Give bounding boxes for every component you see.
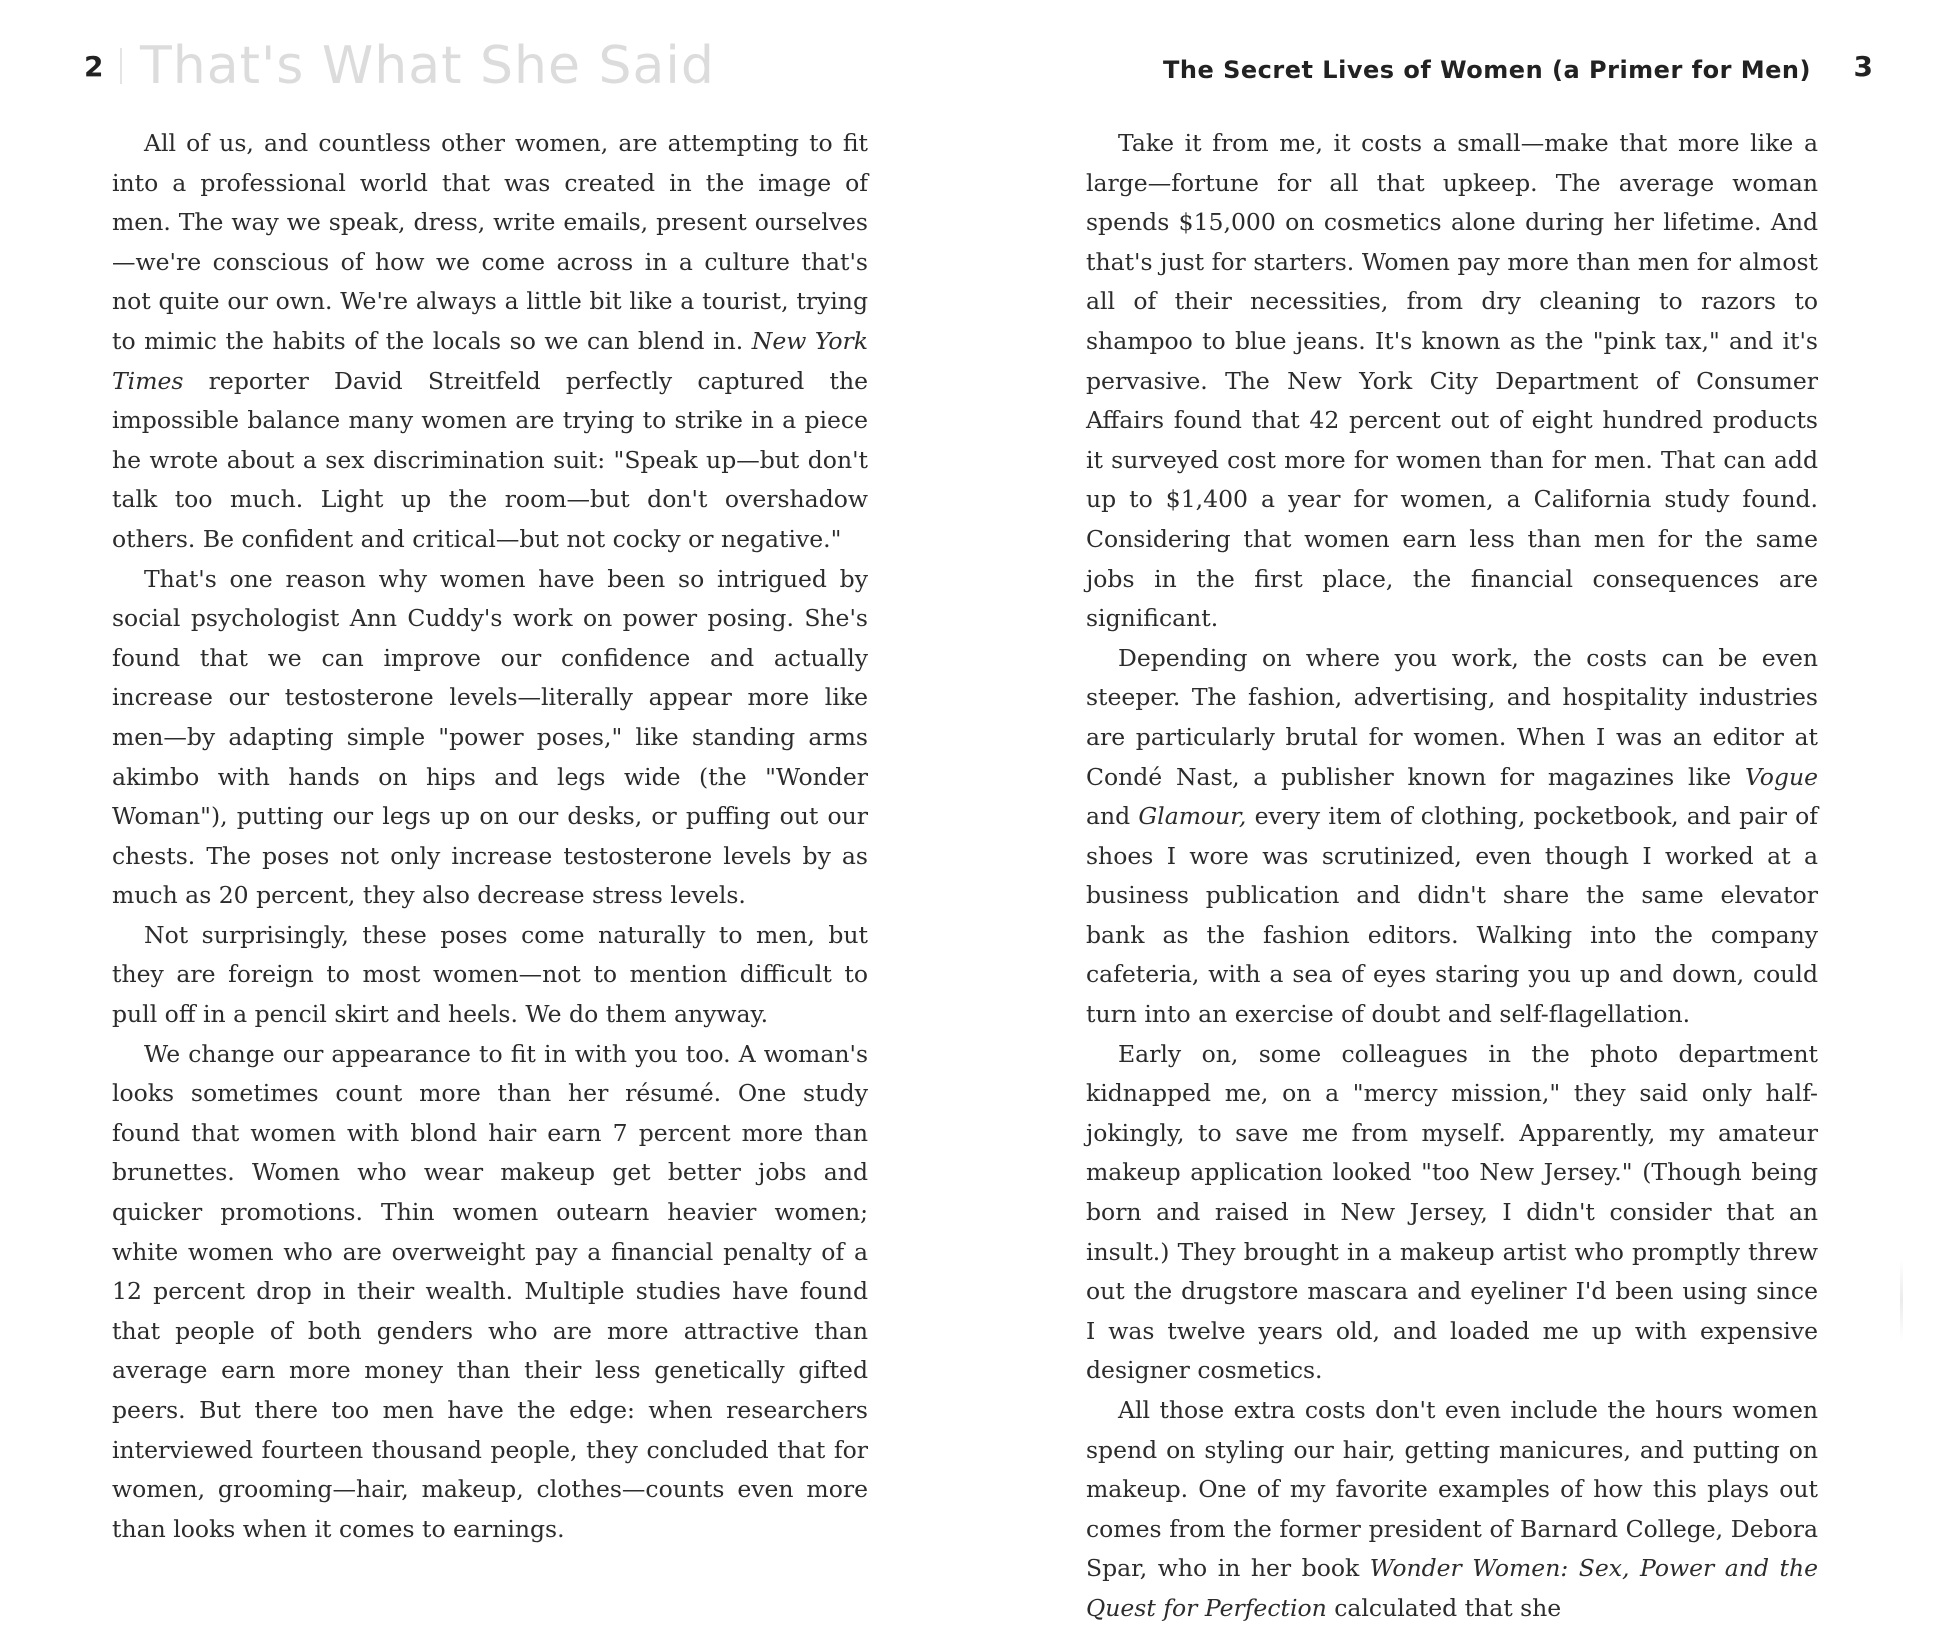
paragraph: Not surprisingly, these poses come naturally to men, but they are foreign to most women—not to mention difficult to pull off in a pencil skirt and heels. We do them anyway. [112, 920, 868, 1029]
italic-publication: New York Times [112, 326, 868, 395]
page-edge-shadow [1900, 1260, 1903, 1340]
left-page [0, 0, 966, 1543]
running-head-divider [120, 48, 122, 84]
running-head-book-title: That's What She Said [140, 36, 715, 96]
paragraph: Early on, some colleagues in the photo department kidnapped me, on a "mercy mission," they said only half-jokingly, to save me from myself. Apparently, my amateur makeup application looked "too New Jersey." (Though being born and raised in New Jersey, I didn't consider that an insult.) They brought in a makeup artist who promptly threw out the drugstore mascara and eyeliner I'd been using since I was twelve years old, and loaded me up with expensive designer cosmetics. [1086, 1039, 1818, 1385]
italic-magazine: Vogue [1744, 762, 1818, 791]
paragraph: We change our appearance to fit in with you too. A woman's looks sometimes count more than her résumé. One study found that women with blond hair earn 7 percent more than brunettes. Women who wear makeup get better jobs and quicker promotions. Thin women outearn heavier women; white women who are overweight pay a financial penalty of a 12 percent drop in their wealth. Multiple studies have found that people of both genders who are more attractive than average earn more money than their less genetically gifted peers. But there too men have the edge: when researchers interviewed fourteen thousand people, they concluded that for women, grooming—hair, makeup, clothes—counts even more than looks when it comes to earnings. [112, 1039, 868, 1543]
italic-magazine: Glamour, [1138, 802, 1247, 831]
page-number-right: 3 [1853, 50, 1873, 83]
left-body-text [112, 124, 868, 1549]
paragraph: Take it from me, it costs a small—make that more like a large—fortune for all that upkeep. The average woman spends $15,000 on cosmetics alone during her lifetime. And that's just for starters. Women pay more than men for almost all of their necessities, from dry cleaning to razors to shampoo to blue jeans. It's known as the "pink tax," and it's pervasive. The New York City Department of Consumer Affairs found that 42 percent out of eight hundred products it surveyed cost more for women than for men. That can add up to $1,400 a year for women, a California study found. Considering that women earn less than men for the same jobs in the first place, the financial consequences are significant. [1086, 129, 1818, 633]
right-body-text [1086, 124, 1818, 1629]
page-number-left: 2 [84, 50, 104, 83]
paragraph: All of us, and countless other women, are attempting to fit into a professional world that was created in the image of men. The way we speak, dress, write emails, present ourselves—we're conscious of how we come across in a culture that's not quite our own. We're always a little bit like a tourist, trying to mimic the habits of the locals so we can blend in. New York Times reporter David Streitfeld perfectly captured the impossible balance many women are trying to strike in a piece he wrote about a sex discrimination suit: "Speak up—but don't talk too much. Light up the room—but don't overshadow others. Be confident and critical—but not cocky or negative." [112, 129, 868, 553]
italic-book-title: Wonder Women: Sex, Power and the Quest for Perfection [1086, 1554, 1818, 1622]
paragraph: All those extra costs don't even include the hours women spend on styling our hair, getting manicures, and putting on makeup. One of my favorite examples of how this plays out comes from the former president of Barnard College, Debora Spar, who in her book Wonder Women: Sex, Power and the Quest for Perfection calculated that she [1086, 1396, 1818, 1622]
right-page [966, 0, 1933, 1622]
running-head-chapter-title: The Secret Lives of Women (a Primer for Men) [1162, 56, 1811, 84]
paragraph: Depending on where you work, the costs can be even steeper. The fashion, advertising, and hospitality industries are particularly brutal for women. When I was an editor at Condé Nast, a publisher known for magazines like Vogue and Glamour, every item of clothing, pocketbook, and pair of shoes I wore was scrutinized, even though I worked at a business publication and didn't share the same elevator bank as the fashion editors. Walking into the company cafeteria, with a sea of eyes staring you up and down, could turn into an exercise of doubt and self-flagellation. [1086, 643, 1818, 1029]
paragraph: That's one reason why women have been so intrigued by social psychologist Ann Cuddy's work on power posing. She's found that we can improve our confidence and actually increase our testosterone levels—literally appear more like men—by adapting simple "power poses," like standing arms akimbo with hands on hips and legs wide (the "Wonder Woman"), putting our legs up on our desks, or puffing out our chests. The poses not only increase testosterone levels by as much as 20 percent, they also decrease stress levels. [112, 564, 868, 910]
